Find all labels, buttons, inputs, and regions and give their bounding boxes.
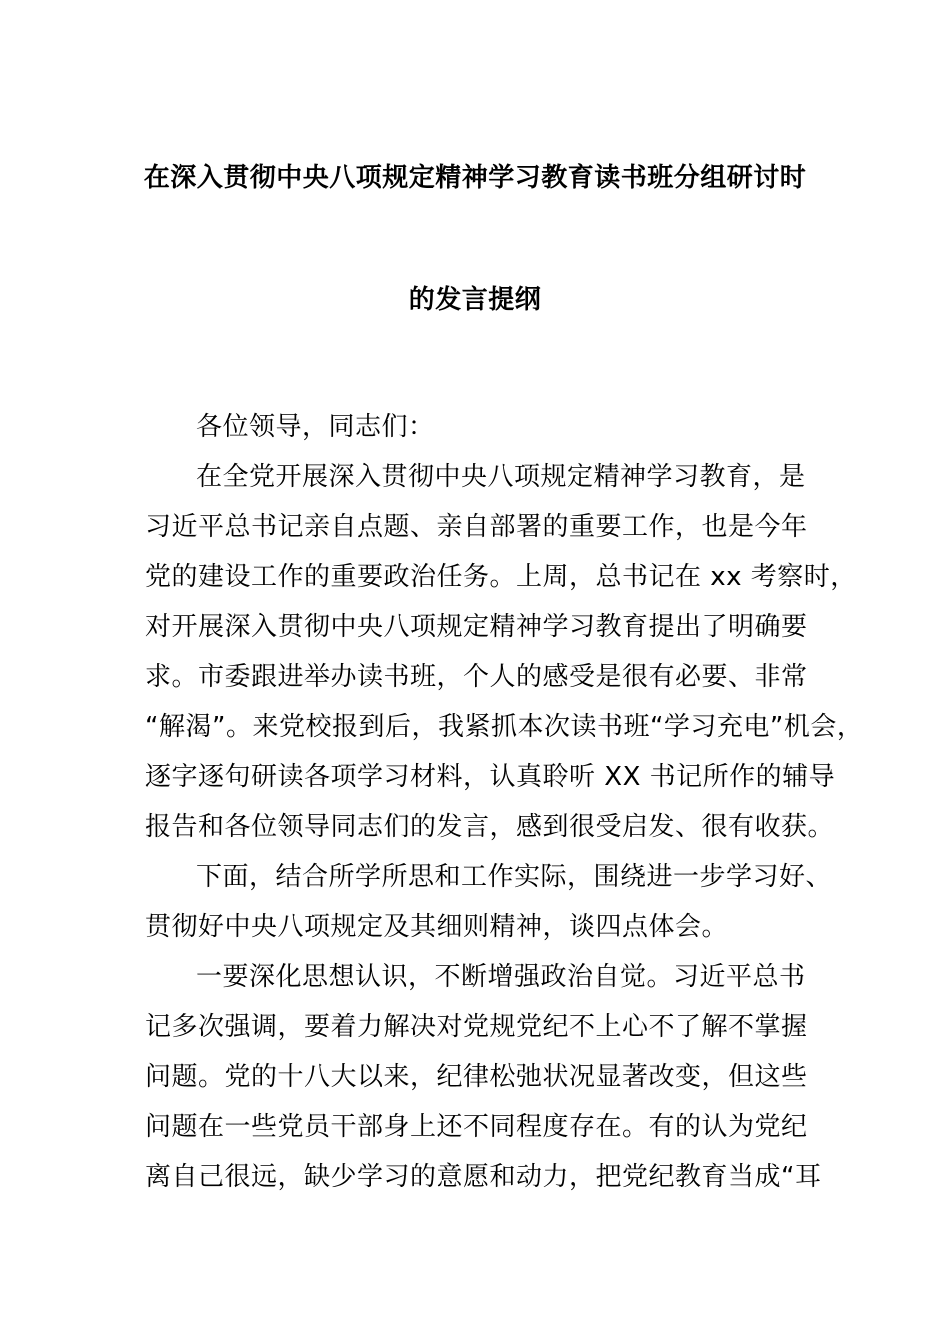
- paragraph-line: 党的建设工作的重要政治任务。上周，总书记在 xx 考察时，: [145, 562, 857, 592]
- paragraph-line: 记多次强调，要着力解决对党规党纪不上心不了解不掌握: [145, 1012, 808, 1042]
- paragraph-line: 习近平总书记亲自点题、亲自部署的重要工作，也是今年: [145, 512, 808, 542]
- paragraph-line: 一要深化思想认识，不断增强政治自觉。习近平总书: [196, 962, 806, 992]
- paragraph-line: 贯彻好中央八项规定及其细则精神，谈四点体会。: [145, 912, 729, 942]
- paragraph-line: 逐字逐句研读各项学习材料，认真聆听 XX 书记所作的辅导: [145, 762, 836, 792]
- paragraph-line: 问题在一些党员干部身上还不同程度存在。有的认为党纪: [145, 1112, 808, 1142]
- paragraph-line: 对开展深入贯彻中央八项规定精神学习教育提出了明确要: [145, 612, 808, 642]
- paragraph-line: 求。市委跟进举办读书班，个人的感受是很有必要、非常: [145, 662, 808, 692]
- document-title-line-1: 在深入贯彻中央八项规定精神学习教育读书班分组研讨时: [143, 163, 807, 193]
- paragraph-line: 报告和各位领导同志们的发言，感到很受启发、很有收获。: [145, 812, 835, 842]
- paragraph-line: “解渴”。来党校报到后，我紧抓本次读书班“学习充电”机会，: [145, 712, 864, 742]
- document-title-line-2: 的发言提纲: [408, 285, 542, 315]
- salutation-line: 各位领导，同志们：: [196, 412, 435, 442]
- paragraph-line: 下面，结合所学所思和工作实际，围绕进一步学习好、: [196, 862, 833, 892]
- paragraph-line: 问题。党的十八大以来，纪律松弛状况显著改变，但这些: [145, 1062, 808, 1092]
- paragraph-line: 离自己很远，缺少学习的意愿和动力，把党纪教育当成“耳: [145, 1162, 822, 1192]
- document-body: [145, 402, 864, 1202]
- paragraph-line: 在全党开展深入贯彻中央八项规定精神学习教育，是: [196, 462, 806, 492]
